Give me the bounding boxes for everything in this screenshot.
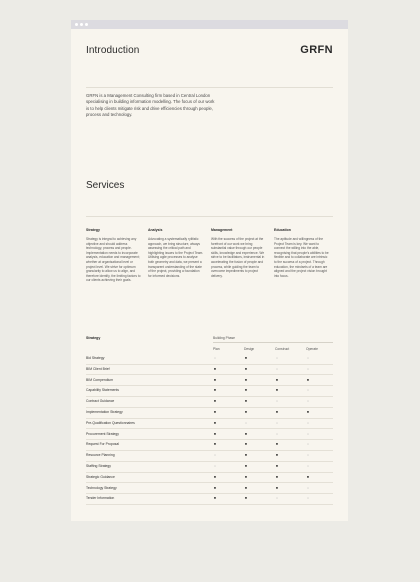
phase-divider	[213, 342, 333, 343]
service-body: Advocating a systematically rylitistic approach, we bring structure, always assessing the critical path and highlighting issues to the Project Team. Utilising agile processes to analyse both geometry and data, we present a transparent understanding of the state of the project, providing a foundation for informed decisions.	[148, 237, 204, 278]
row-label: Staffing Strategy	[86, 464, 112, 468]
empty-dot-icon: ○	[213, 464, 217, 468]
empty-dot-icon: ○	[306, 453, 310, 458]
empty-dot-icon: ○	[306, 388, 310, 393]
service-column-strategy	[86, 228, 142, 283]
row-label: Capability Statements	[86, 388, 119, 393]
filled-dot-icon: ●	[244, 473, 248, 479]
filled-dot-icon: ●	[275, 376, 279, 382]
service-column-education	[274, 228, 330, 278]
table-row	[86, 484, 333, 494]
column-header-design: Design	[244, 347, 255, 351]
empty-dot-icon: ○	[213, 356, 217, 360]
filled-dot-icon: ●	[244, 441, 248, 447]
filled-dot-icon: ●	[213, 387, 217, 393]
filled-dot-icon: ●	[244, 484, 248, 490]
filled-dot-icon: ●	[213, 441, 217, 447]
row-label: Technology Strategy	[86, 485, 117, 490]
filled-dot-icon: ●	[275, 441, 279, 447]
empty-dot-icon: ○	[306, 420, 310, 425]
empty-dot-icon: ○	[306, 485, 310, 490]
divider	[86, 216, 333, 217]
column-header-plan: Plan	[213, 347, 220, 351]
empty-dot-icon: ○	[244, 420, 248, 425]
row-label: Bid Strategy	[86, 356, 105, 360]
filled-dot-icon: ●	[275, 463, 279, 468]
filled-dot-icon: ●	[213, 419, 217, 425]
filled-dot-icon: ●	[244, 376, 248, 382]
table-row	[86, 365, 333, 375]
filled-dot-icon: ●	[275, 387, 279, 393]
window-dot-icon[interactable]	[85, 23, 88, 26]
table-row	[86, 408, 333, 418]
row-label: Strategic Guidance	[86, 474, 115, 479]
table-row	[86, 397, 333, 407]
empty-dot-icon: ○	[275, 366, 279, 371]
table-row	[86, 494, 333, 504]
row-label: Resource Planning	[86, 453, 115, 458]
filled-dot-icon: ●	[213, 430, 217, 436]
table-heading: Strategy	[86, 336, 101, 340]
filled-dot-icon: ●	[244, 398, 248, 404]
divider	[86, 87, 333, 88]
column-header-construct: Construct	[275, 347, 290, 351]
intro-text: GRFN is a Management Consulting firm based in Central London specialising in building information modelling. The focus of our work is to help clients mitigate risk and drive efficiencies through people, process and technology.	[86, 93, 215, 118]
empty-dot-icon: ○	[306, 366, 310, 371]
filled-dot-icon: ●	[213, 365, 217, 371]
service-column-management	[211, 228, 267, 278]
filled-dot-icon: ●	[306, 376, 310, 382]
table-row	[86, 462, 333, 472]
filled-dot-icon: ●	[244, 409, 248, 414]
filled-dot-icon: ●	[213, 495, 217, 501]
filled-dot-icon: ●	[306, 409, 310, 414]
table-row	[86, 473, 333, 483]
table-row	[86, 440, 333, 450]
service-heading: Strategy	[86, 228, 101, 232]
browser-window	[71, 20, 348, 521]
filled-dot-icon: ●	[275, 484, 279, 490]
table-row	[86, 354, 333, 364]
row-divider	[86, 504, 333, 505]
row-label: BIM Compendium	[86, 377, 114, 382]
table-row	[86, 419, 333, 429]
service-body: With the success of the project at the forefront of our work we bring substantial value through our people skills, knowledge and experience. We strive to be facilitators, instrumental in accelerating the fusion of people and process, while guiding the team to overcome impediments to project delivery.	[211, 237, 265, 278]
filled-dot-icon: ●	[213, 376, 217, 382]
row-label: Tender Information	[86, 496, 115, 501]
filled-dot-icon: ●	[213, 398, 217, 404]
filled-dot-icon: ●	[213, 473, 217, 479]
table-row	[86, 386, 333, 396]
filled-dot-icon: ●	[275, 452, 279, 458]
empty-dot-icon: ○	[275, 399, 279, 404]
table-row	[86, 376, 333, 386]
row-label: Implementation Strategy	[86, 410, 123, 414]
filled-dot-icon: ●	[244, 430, 248, 436]
empty-dot-icon: ○	[275, 420, 279, 425]
empty-dot-icon: ○	[275, 496, 279, 501]
empty-dot-icon: ○	[306, 442, 310, 447]
filled-dot-icon: ●	[244, 495, 248, 501]
service-body: The aptitude and willingness of the Project Team is key. We want to connect the willing into the able, recognising that people's abilities to be flexible and to collaborate are intrinsic to the success of a project. Through education, the mindsets of a team are aligned and the project vision brought into focus.	[274, 237, 329, 278]
row-label: Contract Guidance	[86, 399, 115, 404]
filled-dot-icon: ●	[244, 355, 248, 360]
empty-dot-icon: ○	[306, 431, 310, 436]
window-dot-icon[interactable]	[75, 23, 78, 26]
service-heading: Analysis	[148, 228, 163, 232]
row-label: BIM Client Brief	[86, 366, 110, 371]
table-row	[86, 451, 333, 461]
window-dot-icon[interactable]	[80, 23, 83, 26]
filled-dot-icon: ●	[306, 473, 310, 479]
empty-dot-icon: ○	[275, 356, 279, 360]
filled-dot-icon: ●	[275, 409, 279, 414]
filled-dot-icon: ●	[213, 484, 217, 490]
service-heading: Management	[211, 228, 233, 232]
filled-dot-icon: ●	[244, 463, 248, 468]
empty-dot-icon: ○	[306, 356, 310, 360]
empty-dot-icon: ○	[213, 453, 217, 458]
phase-label: Building Phase	[213, 336, 235, 340]
page-title: Introduction	[86, 45, 140, 56]
service-column-analysis	[148, 228, 204, 278]
window-chrome	[71, 20, 348, 29]
row-label: Request For Proposal	[86, 442, 119, 447]
row-label: Procurement Strategy	[86, 431, 119, 436]
filled-dot-icon: ●	[244, 387, 248, 393]
filled-dot-icon: ●	[213, 409, 217, 414]
services-title: Services	[86, 180, 125, 191]
empty-dot-icon: ○	[306, 399, 310, 404]
row-label: Pre-Qualification Questionnaires	[86, 420, 135, 425]
table-row	[86, 430, 333, 440]
service-heading: Education	[274, 228, 291, 232]
column-header-operate: Operate	[306, 347, 318, 351]
filled-dot-icon: ●	[275, 473, 279, 479]
filled-dot-icon: ●	[244, 365, 248, 371]
empty-dot-icon: ○	[306, 464, 310, 468]
filled-dot-icon: ●	[244, 452, 248, 458]
logo[interactable]: GRFN	[300, 44, 333, 56]
empty-dot-icon: ○	[275, 431, 279, 436]
empty-dot-icon: ○	[306, 496, 310, 501]
service-body: Strategy is integral to achieving any objective and should address technology, process and people. Implementation needs to incorporate analysis, education and management; whether at organisational level or project level. We strive for optimum granularity to allow us to align, and therefore identify, the limiting factors to our clients achieving their goals.	[86, 237, 141, 283]
